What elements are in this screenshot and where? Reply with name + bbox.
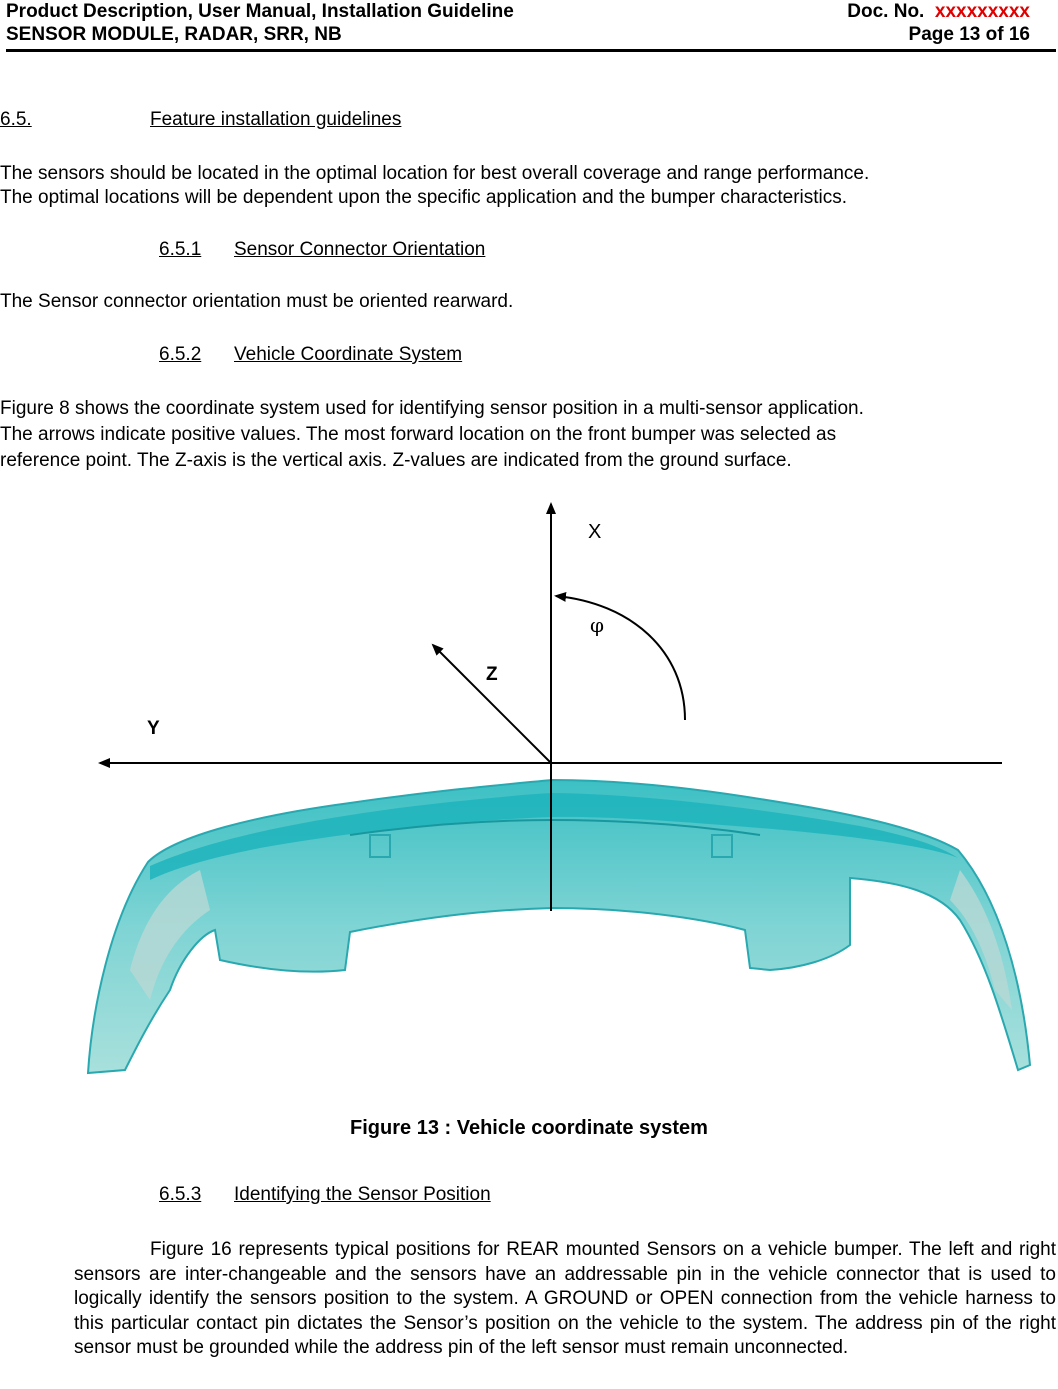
bumper-illustration bbox=[88, 780, 1030, 1073]
document-title: Product Description, User Manual, Installation Guideline bbox=[6, 1, 514, 22]
header-row-2 bbox=[6, 23, 1030, 46]
x-axis-label: X bbox=[588, 521, 602, 543]
section-6-5-2-text-line2: The arrows indicate positive values. The most forward location on the front bumper was selected as bbox=[0, 424, 837, 445]
section-title-6-5-3: Identifying the Sensor Position bbox=[234, 1184, 491, 1205]
header-divider bbox=[6, 49, 1056, 52]
section-6-5-1-text: The Sensor connector orientation must be oriented rearward. bbox=[0, 291, 514, 312]
page-header bbox=[6, 0, 1030, 46]
doc-number-block bbox=[847, 0, 1030, 23]
z-axis-label: Z bbox=[486, 664, 498, 685]
section-number-6-5: 6.5. bbox=[0, 109, 32, 130]
section-number-6-5-1: 6.5.1 bbox=[159, 239, 202, 260]
section-number-6-5-3: 6.5.3 bbox=[159, 1184, 202, 1205]
section-6-5-2-text-line1: Figure 8 shows the coordinate system used for identifying sensor position in a multi-sensor application. bbox=[0, 398, 864, 419]
section-6-5-text-line1: The sensors should be located in the optimal location for best overall coverage and range performance. bbox=[0, 163, 870, 184]
phi-label: φ bbox=[590, 613, 605, 637]
document-subtitle: SENSOR MODULE, RADAR, SRR, NB bbox=[6, 24, 342, 45]
z-axis-line bbox=[433, 645, 551, 763]
vehicle-coordinate-figure bbox=[0, 490, 1058, 1090]
y-axis-label: Y bbox=[147, 718, 160, 739]
bumper-outer bbox=[88, 780, 1030, 1073]
doc-number: xxxxxxxxx bbox=[934, 1, 1030, 22]
section-6-5-2-text-line3: reference point. The Z-axis is the vertical axis. Z-values are indicated from the ground surface. bbox=[0, 450, 792, 471]
page-number: Page 13 of 16 bbox=[908, 24, 1030, 45]
section-6-5-text-line2: The optimal locations will be dependent upon the specific application and the bumper characteristics. bbox=[0, 187, 848, 208]
section-number-6-5-2: 6.5.2 bbox=[159, 344, 202, 365]
section-6-5-3-paragraph: Figure 16 represents typical positions for REAR mounted Sensors on a vehicle bumper. The left and right sensors are inter-changeable and the sensors have an addressable pin in the vehicle connector that is used to logically identify the sensors position to the system. A GROUND or OPEN connection from the vehicle harness to this particular contact pin dictates the Sensor’s position on the vehicle to the system. The address pin of the right sensor must be grounded while the address pin of the left sensor must remain unconnected. bbox=[74, 1239, 1056, 1359]
section-title-6-5: Feature installation guidelines bbox=[150, 109, 402, 130]
header-row-1 bbox=[6, 0, 1030, 23]
section-title-6-5-2: Vehicle Coordinate System bbox=[234, 344, 463, 365]
figure-caption: Figure 13 : Vehicle coordinate system bbox=[350, 1117, 708, 1139]
section-title-6-5-1: Sensor Connector Orientation bbox=[234, 239, 486, 260]
phi-angle-arc bbox=[556, 596, 685, 720]
doc-number-label: Doc. No. bbox=[847, 1, 925, 22]
